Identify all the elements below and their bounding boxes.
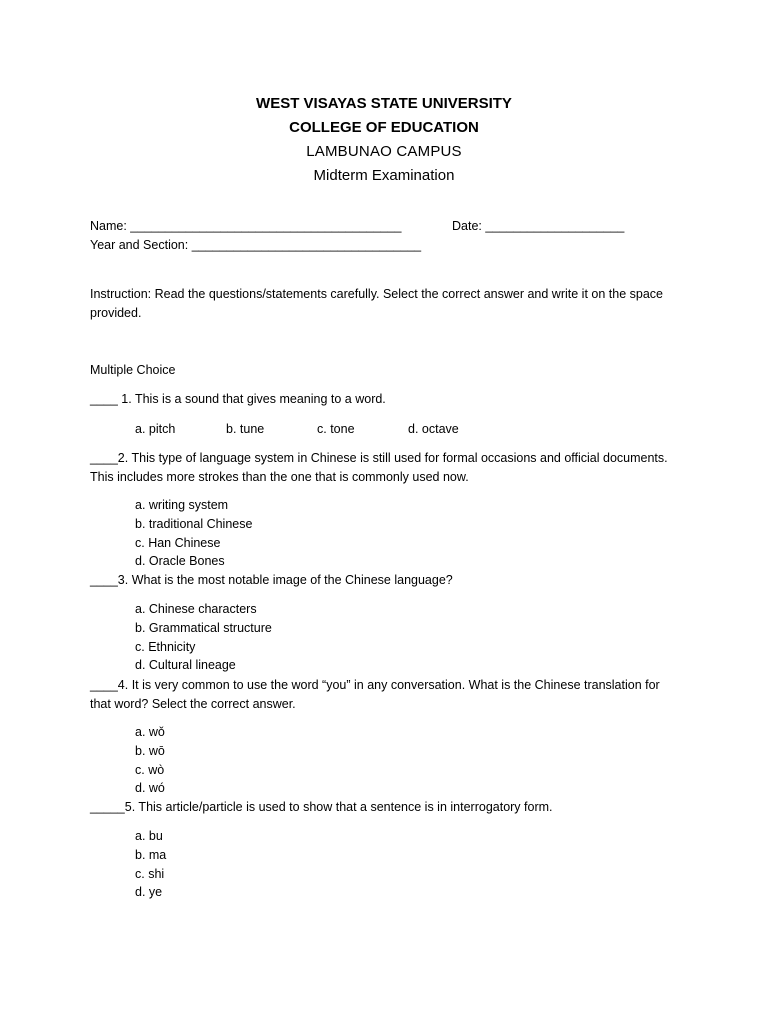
q2-option-a: a. writing system bbox=[135, 498, 229, 512]
year-section-field: Year and Section: _________________________________ bbox=[90, 238, 422, 252]
q2-option-b: b. traditional Chinese bbox=[135, 516, 253, 531]
question-4: ____4. It is very common to use the word “you” in any conversation. What is the Chinese translation for that word? Select the correct answer. bbox=[90, 678, 660, 711]
q3-option-b: b. Grammatical structure bbox=[135, 620, 272, 635]
q3-option-c: c. Ethnicity bbox=[135, 639, 196, 654]
q3-options bbox=[135, 600, 272, 675]
exam-title: Midterm Examination bbox=[313, 167, 455, 184]
q3-option-d: d. Cultural lineage bbox=[135, 658, 236, 673]
q2-option-d: d. Oracle Bones bbox=[135, 554, 225, 569]
q4-options bbox=[135, 723, 165, 798]
question-2: ____2. This type of language system in Chinese is still used for formal occasions and official documents. This includes more strokes than the one that is commonly used now. bbox=[90, 451, 668, 484]
q2-option-c: c. Han Chinese bbox=[135, 535, 221, 550]
name-field: Name: _______________________________________ bbox=[90, 219, 402, 233]
q5-option-c: c. shi bbox=[135, 866, 165, 881]
q2-options bbox=[135, 496, 252, 571]
q3-option-a: a. Chinese characters bbox=[135, 602, 257, 616]
date-field: Date: ____________________ bbox=[452, 219, 625, 233]
question-5: _____5. This article/particle is used to show that a sentence is in interrogatory form. bbox=[90, 800, 553, 814]
section-title: Multiple Choice bbox=[90, 363, 176, 377]
q4-option-c: c. wò bbox=[135, 762, 165, 777]
q1-option-d: d. octave bbox=[408, 422, 459, 436]
q1-option-a: a. pitch bbox=[135, 422, 176, 436]
q4-option-a: a. wǒ bbox=[135, 725, 165, 739]
q4-option-d: d. wó bbox=[135, 781, 165, 796]
question-1: ____ 1. This is a sound that gives meaning to a word. bbox=[90, 392, 386, 406]
question-3: ____3. What is the most notable image of the Chinese language? bbox=[90, 573, 453, 587]
college-title: COLLEGE OF EDUCATION bbox=[289, 119, 479, 136]
campus-title: LAMBUNAO CAMPUS bbox=[306, 143, 462, 160]
q5-option-d: d. ye bbox=[135, 885, 163, 900]
q4-option-b: b. wō bbox=[135, 743, 165, 758]
q5-option-a: a. bu bbox=[135, 829, 163, 843]
q5-option-b: b. ma bbox=[135, 847, 167, 862]
q1-option-b: b. tune bbox=[226, 422, 265, 436]
q5-options bbox=[135, 827, 166, 902]
university-title: WEST VISAYAS STATE UNIVERSITY bbox=[256, 95, 512, 112]
instruction-text: Instruction: Read the questions/statements carefully. Select the correct answer and write it on the space provided. bbox=[90, 287, 663, 320]
q1-option-c: c. tone bbox=[317, 422, 355, 436]
